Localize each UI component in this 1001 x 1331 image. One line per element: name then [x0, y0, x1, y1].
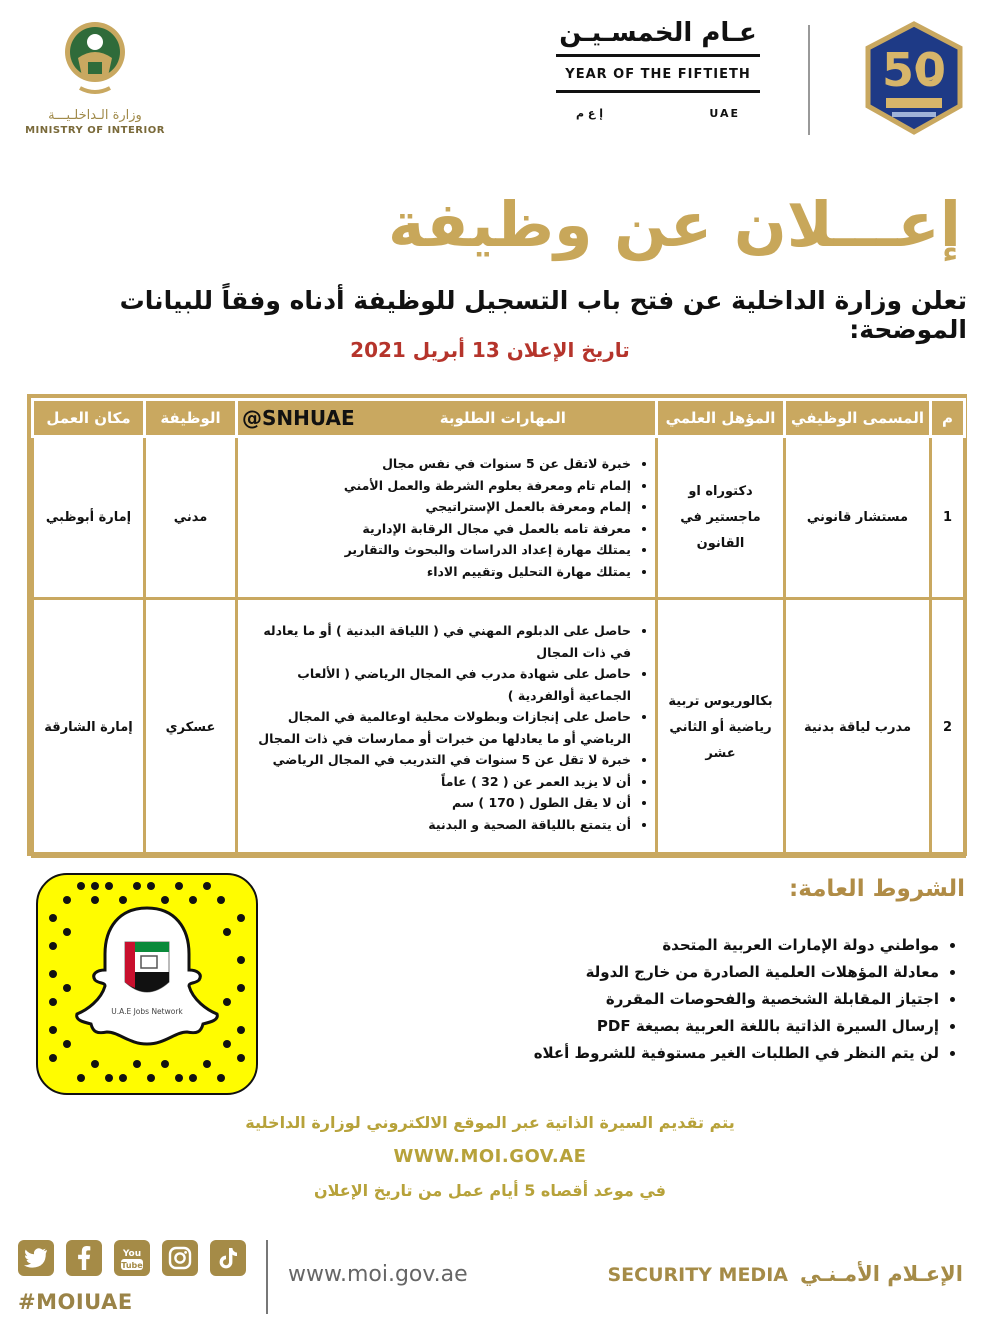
twitter-icon[interactable]: [18, 1240, 54, 1276]
security-media-ar: الإعـلام الأمـنـي: [799, 1262, 963, 1286]
facebook-icon[interactable]: [66, 1240, 102, 1276]
row-qualification: بكالوريوس تربية رياضية أو الثاني عشر: [657, 599, 785, 857]
fifty-number: 50: [881, 43, 947, 97]
year-code-en: UAE: [709, 107, 740, 120]
instagram-icon[interactable]: [162, 1240, 198, 1276]
header-location: مكان العمل: [33, 400, 145, 437]
header-skills-label: المهارات الطلوبة: [439, 409, 566, 427]
header-divider: [808, 25, 810, 135]
uae-jobs-shield-icon: [125, 942, 169, 992]
skill-item: • معرفة تامه بالعمل في مجال الرقابة الإدارية: [252, 518, 631, 540]
skill-item: • خبرة لا تقل عن 5 سنوات في التدريب في المجال الرياضي: [252, 749, 631, 771]
svg-text:Tube: Tube: [121, 1261, 143, 1270]
year-of-fiftieth-block: [556, 18, 760, 120]
year-codes: [556, 93, 760, 120]
jobs-table: [31, 398, 966, 858]
skill-item: • خبرة لاتقل عن 5 سنوات في نفس مجال: [252, 453, 631, 475]
apply-instructions: [200, 1106, 780, 1208]
row-job-type: عسكري: [145, 599, 237, 857]
row-job-type: مدني: [145, 437, 237, 599]
snapchat-handle: @SNHUAE: [242, 406, 355, 430]
skills-list: [252, 453, 645, 582]
conditions-list: [379, 932, 961, 1067]
snapcode-caption: U.A.E Jobs Network: [111, 1007, 183, 1016]
apply-line-3: في موعد أقصاه 5 أيام عمل من تاريخ الإعلان: [313, 1181, 667, 1200]
jobs-table-frame: [27, 394, 967, 856]
announcement-date: تاريخ الإعلان 13 أبريل 2021: [350, 338, 630, 362]
page-title: إعـــلان عن وظيفة: [388, 188, 961, 261]
skill-item: • أن لا يقل الطول ( 170 ) سم: [252, 792, 631, 814]
intro-text: تعلن وزارة الداخلية عن فتح باب التسجيل للوظيفة أدناه وفقاً للبيانات الموضحة:: [119, 286, 967, 344]
header-job-title: المسمى الوظيفي: [785, 400, 931, 437]
table-header-row: [33, 400, 965, 437]
ministry-name-en: MINISTRY OF INTERIOR: [25, 125, 165, 136]
condition-item: • إرسال السيرة الذاتية باللغة العربية بصيغة PDF: [379, 1013, 939, 1040]
row-location: إمارة أبوظبي: [33, 437, 145, 599]
hashtag: #MOIUAE: [18, 1290, 133, 1314]
youtube-icon[interactable]: [114, 1240, 150, 1276]
condition-item: • معادلة المؤهلات العلمية الصادرة من خارج الدولة: [379, 959, 939, 986]
tiktok-icon[interactable]: [210, 1240, 246, 1276]
condition-item: • اجتياز المقابلة الشخصية والفحوصات المقررة: [379, 986, 939, 1013]
skill-item: • إلمام تام ومعرفة بعلوم الشرطة والعمل الأمني: [252, 475, 631, 497]
apply-url-link[interactable]: WWW.MOI.GOV.AE: [393, 1146, 587, 1167]
row-qualification: دكتوراه او ماجستير في القانون: [657, 437, 785, 599]
skill-item: • إلمام ومعرفة بالعمل الإستراتيجي: [252, 496, 631, 518]
condition-item: • مواطني دولة الإمارات العربية المتحدة: [379, 932, 939, 959]
skill-item: • أن لا يزيد العمر عن ( 32 ) عاماً: [252, 771, 631, 793]
fifty-anniversary-logo: [862, 20, 966, 140]
header-job-type: الوظيفة: [145, 400, 237, 437]
condition-item: • لن يتم النظر في الطلبات الغير مستوفية للشروط أعلاه: [379, 1040, 939, 1067]
skill-item: • حاصل على شهادة مدرب في المجال الرياضي ( الألعاب الجماعية أوالفردية ): [252, 663, 631, 706]
skill-item: • حاصل على إنجازات وبطولات محلية اوعالمية في المجال الرياضي أو ما يعادلها من خبرات أو ممارسات في ذات المجال: [252, 706, 631, 749]
row-location: إمارة الشارقة: [33, 599, 145, 857]
ministry-name-ar: وزارة الـداخلـيـــة: [48, 108, 142, 123]
security-media-en: SECURITY MEDIA: [607, 1264, 788, 1286]
header-num: م: [931, 400, 965, 437]
row-num: 2: [931, 599, 965, 857]
header-qualification: المؤهل العلمي: [657, 400, 785, 437]
social-icons: [18, 1240, 246, 1276]
apply-line-1: يتم تقديم السيرة الذاتية عبر الموقع الالكتروني لوزارة الداخلية: [245, 1113, 735, 1132]
footer-url-link[interactable]: www.moi.gov.ae: [288, 1262, 468, 1287]
header-skills: [237, 400, 657, 437]
table-row: [33, 599, 965, 857]
skill-item: • أن يتمتع باللياقة الصحية و البدنية: [252, 814, 631, 836]
skill-item: • حاصل على الدبلوم المهني في ( اللياقة البدنية ) أو ما يعادله في ذات المجال: [252, 620, 631, 663]
row-skills: [237, 599, 657, 857]
row-job-title: مستشار قانوني: [785, 437, 931, 599]
ministry-logo: [20, 18, 170, 136]
falcon-emblem-icon: [60, 18, 130, 104]
row-skills: [237, 437, 657, 599]
snapcode[interactable]: [35, 872, 259, 1096]
year-title-ar: عـام الخمسـيـن: [556, 18, 760, 57]
table-row: [33, 437, 965, 599]
row-num: 1: [931, 437, 965, 599]
skills-list: [252, 620, 645, 835]
footer-divider: [266, 1240, 268, 1314]
svg-text:You: You: [122, 1249, 142, 1259]
conditions-title: الشروط العامة:: [789, 876, 965, 902]
row-job-title: مدرب لياقة بدنية: [785, 599, 931, 857]
security-media-brand: [607, 1262, 963, 1286]
year-code-ar: إ ع م: [576, 107, 604, 120]
skill-item: • يمتلك مهارة التحليل وتقييم الاداء: [252, 561, 631, 583]
year-title-en: YEAR OF THE FIFTIETH: [556, 57, 760, 93]
snapcode-icon[interactable]: [35, 872, 259, 1096]
fifty-badge-icon: [862, 20, 966, 136]
skill-item: • يمتلك مهارة إعداد الدراسات والبحوث والتقارير: [252, 539, 631, 561]
